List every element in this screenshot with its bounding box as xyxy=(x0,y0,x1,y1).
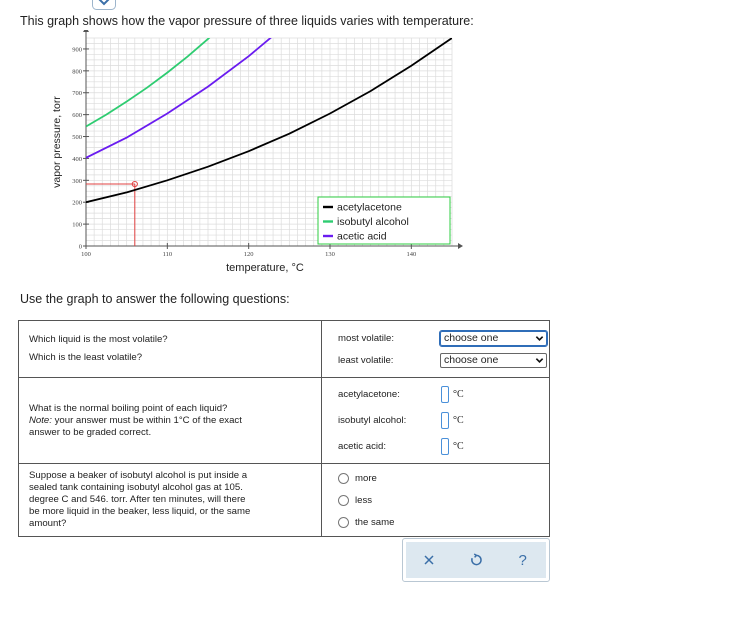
instructions-text: Use the graph to answer the following questions: xyxy=(20,292,290,306)
legend-label: acetic acid xyxy=(337,230,387,243)
boiling-point-note-end: answer to be graded correct. xyxy=(29,426,152,438)
boiling-point-question-cell xyxy=(19,378,322,464)
radio-label-same: the same xyxy=(355,516,395,528)
most-volatile-select[interactable] xyxy=(440,331,547,346)
chevron-down-icon xyxy=(535,356,544,365)
acetic-acid-bp-input[interactable] xyxy=(441,438,449,455)
radio-label-less: less xyxy=(355,494,373,506)
y-tick-label: 0 xyxy=(78,243,82,251)
isobutyl-alcohol-bp-unit: °C xyxy=(453,415,464,426)
volatility-question-cell xyxy=(19,321,322,378)
most-volatile-question: Which liquid is the most volatile? xyxy=(29,334,168,345)
boiling-point-answer-cell xyxy=(322,378,550,464)
series-line-isobutyl-alcohol xyxy=(86,30,228,127)
radio-button[interactable] xyxy=(338,473,349,484)
legend-label: isobutyl alcohol xyxy=(337,216,409,228)
isobutyl-alcohol-bp-label: isobutyl alcohol: xyxy=(338,415,407,426)
x-axis-label: temperature, °C xyxy=(226,262,304,274)
y-tick-label: 900 xyxy=(72,46,82,54)
y-tick-label: 100 xyxy=(72,221,82,229)
x-axis-arrow xyxy=(458,243,463,249)
x-tick-label: 110 xyxy=(162,251,173,258)
help-button[interactable] xyxy=(513,550,533,570)
legend-label: acetylacetone xyxy=(337,201,402,214)
radio-button[interactable] xyxy=(338,517,349,528)
boiling-point-question: What is the normal boiling point of each liquid? xyxy=(29,402,228,414)
clear-button[interactable] xyxy=(419,550,439,570)
radio-option-more[interactable] xyxy=(338,467,549,489)
y-tick-label: 800 xyxy=(72,68,82,76)
x-tick-label: 130 xyxy=(325,251,335,258)
beaker-question-line: sealed tank containing isobutyl alcohol gas at 105. xyxy=(29,482,243,493)
y-tick-label: 300 xyxy=(72,177,82,185)
acetic-acid-bp-unit: °C xyxy=(453,441,464,452)
x-tick-label: 140 xyxy=(406,251,417,258)
x-tick-label: 100 xyxy=(81,251,91,258)
acetylacetone-bp-label: acetylacetone: xyxy=(338,389,400,400)
radio-button[interactable] xyxy=(338,495,349,506)
most-volatile-label: most volatile: xyxy=(338,332,394,344)
help-icon: ? xyxy=(518,551,527,569)
x-tick-label: 120 xyxy=(243,251,254,258)
acetylacetone-bp-input[interactable] xyxy=(441,386,449,403)
undo-button[interactable] xyxy=(466,550,486,570)
boiling-point-note xyxy=(29,415,311,427)
least-volatile-question: Which is the least volatile? xyxy=(29,352,143,363)
y-axis-label: vapor pressure, torr xyxy=(51,96,63,188)
intro-text: This graph shows how the vapor pressure of three liquids varies with temperature: xyxy=(20,14,474,28)
radio-label-more: more xyxy=(355,472,377,484)
volatility-answer-cell xyxy=(322,321,550,378)
beaker-question-line: amount? xyxy=(29,518,67,529)
y-tick-label: 600 xyxy=(72,112,82,120)
beaker-question-line: be more liquid in the beaker, less liquid, or the same xyxy=(29,506,251,517)
series-group xyxy=(86,30,452,202)
y-tick-label: 200 xyxy=(72,199,82,207)
collapse-chevron-icon[interactable] xyxy=(92,0,116,10)
least-volatile-select-value: choose one xyxy=(444,354,499,366)
vapor-pressure-chart xyxy=(40,30,470,280)
y-tick-label: 700 xyxy=(72,90,82,98)
acetic-acid-bp-label: acetic acid: xyxy=(338,441,386,452)
beaker-answer-cell xyxy=(322,464,550,537)
beaker-question-cell xyxy=(19,464,322,537)
beaker-question-line: Suppose a beaker of isobutyl alcohol is put inside a xyxy=(29,470,248,481)
acetylacetone-bp-unit: °C xyxy=(453,389,464,400)
close-icon xyxy=(423,554,435,566)
radio-option-less[interactable] xyxy=(338,489,549,511)
y-axis-arrow xyxy=(83,30,89,32)
chevron-down-icon xyxy=(535,334,544,343)
answer-toolbar xyxy=(402,538,550,582)
vapor-pressure-graph xyxy=(40,30,470,280)
y-tick-label: 500 xyxy=(72,134,82,142)
undo-icon xyxy=(469,553,483,567)
note-text: your answer must be within 1°C of the exact xyxy=(51,414,242,426)
most-volatile-select-value: choose one xyxy=(444,332,499,344)
y-tick-label: 400 xyxy=(72,155,82,163)
isobutyl-alcohol-bp-input[interactable] xyxy=(441,412,449,429)
least-volatile-label: least volatile: xyxy=(338,354,394,366)
radio-option-same[interactable] xyxy=(338,511,549,533)
beaker-question-line: degree C and 546. torr. After ten minutes, will there xyxy=(29,494,246,505)
note-prefix: Note: xyxy=(29,414,52,426)
question-table xyxy=(18,320,550,537)
least-volatile-select[interactable] xyxy=(440,353,547,368)
